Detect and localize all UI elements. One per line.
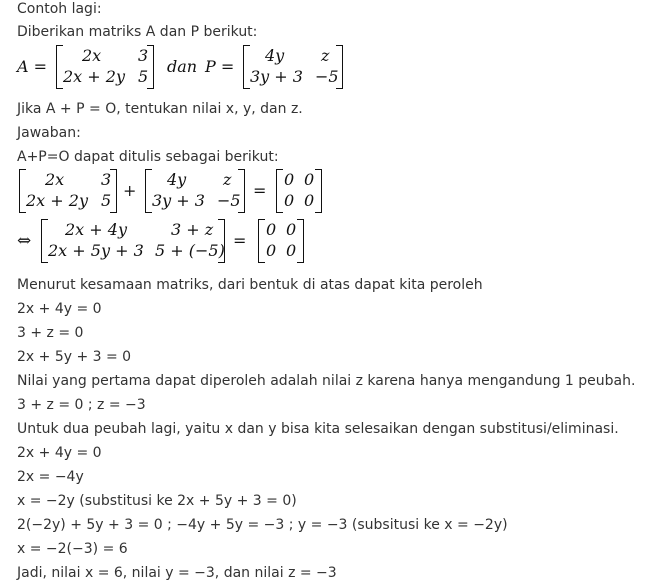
text-line: Nilai yang pertama dapat diperoleh adalah nilai z karena hanya mengandung 1 peubah. [17, 373, 636, 389]
conclusion-line: Jadi, nilai x = 6, nilai y = −3, dan nilai z = −3 [17, 565, 337, 581]
text-line: x = −2y (substitusi ke 2x + 5y + 3 = 0) [17, 493, 297, 509]
matrix-cell: 4y [265, 46, 285, 65]
matrix-cell: 3 + z [171, 220, 214, 239]
equals-sign: = [233, 231, 247, 250]
text-line: 2x = −4y [17, 469, 84, 485]
matrix-cell: z [223, 170, 232, 189]
matrix-cell: 3y + 3 [250, 67, 303, 86]
matrix-p-eq1 [145, 169, 245, 213]
matrix-cell: 0 [284, 191, 295, 210]
matrix-cell: 3y + 3 [152, 191, 205, 210]
matrix-cell: 0 [304, 191, 315, 210]
matrix-cell: 2x [45, 170, 65, 189]
matrix-p [243, 45, 343, 89]
intro-text: Diberikan matriks A dan P berikut: [17, 24, 258, 40]
matrix-cell: −5 [315, 67, 339, 86]
label-p: P = [205, 57, 235, 76]
zero-matrix-eq1 [276, 169, 322, 213]
label-a: A = [17, 57, 48, 76]
text-line: 3 + z = 0 ; z = −3 [17, 397, 146, 413]
matrix-cell: 2x + 5y + 3 [48, 241, 144, 260]
matrix-cell: 0 [284, 170, 295, 189]
text-line: 2(−2y) + 5y + 3 = 0 ; −4y + 5y = −3 ; y = −3 (subsitusi ke x = −2y) [17, 517, 508, 533]
matrix-cell: 0 [266, 241, 277, 260]
answer-label: Jawaban: [17, 125, 81, 141]
matrix-cell: 0 [286, 220, 297, 239]
plus-sign: + [123, 181, 137, 200]
word-dan: dan [167, 57, 198, 76]
matrix-cell: 2x + 4y [65, 220, 127, 239]
matrix-cell: 0 [286, 241, 297, 260]
matrix-cell: 3 [101, 170, 112, 189]
heading: Contoh lagi: [17, 1, 102, 17]
matrix-cell: 5 [101, 191, 112, 210]
matrix-cell: 2x [82, 46, 102, 65]
text-line: Untuk dua peubah lagi, yaitu x dan y bisa kita selesaikan dengan substitusi/eliminasi. [17, 421, 619, 437]
matrix-cell: −5 [217, 191, 241, 210]
matrix-cell: 2x + 2y [63, 67, 125, 86]
matrix-cell: 4y [167, 170, 187, 189]
matrix-cell: 0 [266, 220, 277, 239]
matrix-cell: z [321, 46, 330, 65]
written-text: A+P=O dapat ditulis sebagai berikut: [17, 149, 279, 165]
equivalence-arrow: ⇔ [17, 231, 32, 251]
matrix-cell: 3 [138, 46, 149, 65]
matrix-a [56, 45, 154, 89]
text-line: 2x + 4y = 0 [17, 445, 102, 461]
question-text: Jika A + P = O, tentukan nilai x, y, dan z. [17, 101, 303, 117]
matrix-sum [41, 219, 225, 263]
matrix-cell: 2x + 2y [26, 191, 88, 210]
matrix-a-eq1 [19, 169, 117, 213]
matrix-cell: 5 [138, 67, 149, 86]
zero-matrix-eq2 [258, 219, 304, 263]
matrix-cell: 0 [304, 170, 315, 189]
text-line: Menurut kesamaan matriks, dari bentuk di atas dapat kita peroleh [17, 277, 483, 293]
text-line: 2x + 4y = 0 [17, 301, 102, 317]
text-line: x = −2(−3) = 6 [17, 541, 128, 557]
text-line: 2x + 5y + 3 = 0 [17, 349, 132, 365]
matrix-cell: 5 + (−5) [155, 241, 225, 260]
equals-sign: = [253, 181, 267, 200]
text-line: 3 + z = 0 [17, 325, 84, 341]
